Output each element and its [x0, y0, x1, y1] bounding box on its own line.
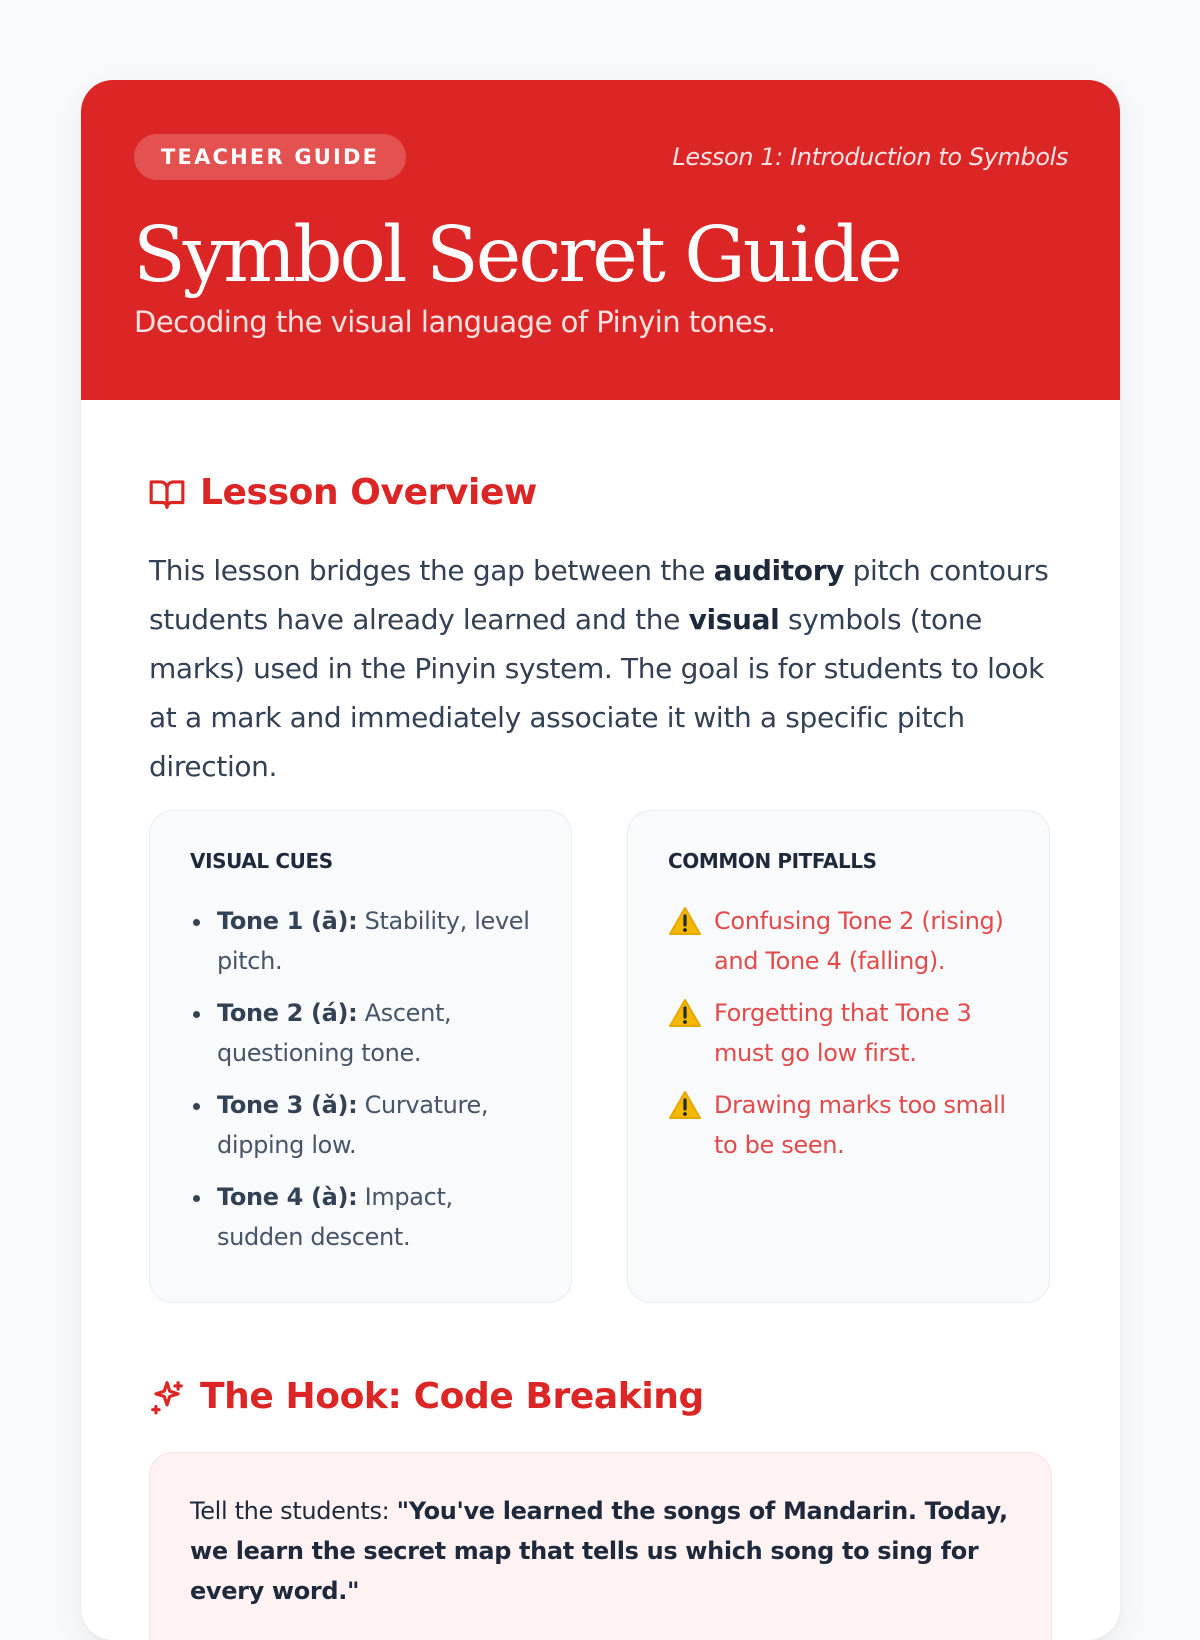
cue-description: Stability, level pitch.: [217, 907, 530, 975]
overview-emphasis-auditory: auditory: [713, 554, 845, 587]
hook-text: [190, 1491, 1010, 1611]
guide-header: [81, 80, 1120, 400]
pitfall-text: Drawing marks too small to be seen.: [714, 1091, 1006, 1159]
lesson-reference: Lesson 1: Introduction to Symbols: [672, 143, 1068, 171]
pitfall-text: Forgetting that Tone 3 must go low first.: [714, 999, 972, 1067]
overview-intro: This lesson bridges the gap between the: [149, 554, 714, 587]
common-pitfalls-title: COMMON PITFALLS: [668, 849, 877, 873]
hook-title: The Hook: Code Breaking: [200, 1376, 704, 1417]
list-item: [668, 993, 1018, 1073]
visual-cues-title: VISUAL CUES: [190, 849, 333, 873]
list-item: [190, 1085, 540, 1165]
cue-label: Tone 2 (á):: [217, 999, 358, 1027]
list-item: [190, 993, 540, 1073]
hook-quote: "You've learned the songs of Mandarin. Today, we learn the secret map that tells us which song to sing for every word.": [190, 1497, 1008, 1605]
cue-description: Curvature, dipping low.: [217, 1091, 489, 1159]
cue-label: Tone 1 (ā):: [217, 907, 358, 935]
page-title: Symbol Secret Guide: [133, 211, 900, 300]
hook-intro: Tell the students:: [190, 1497, 397, 1525]
cue-label: Tone 4 (à):: [217, 1183, 358, 1211]
list-item: [668, 901, 1018, 981]
visual-cues-list: [190, 901, 540, 1269]
warning-icon: [668, 998, 702, 1028]
hook-heading: [148, 1374, 704, 1420]
visual-cues-panel: [149, 810, 572, 1303]
page-subtitle: Decoding the visual language of Pinyin tones.: [134, 305, 776, 339]
teacher-guide-badge: TEACHER GUIDE: [134, 134, 406, 180]
book-icon: [148, 474, 186, 512]
cue-label: Tone 3 (ǎ):: [217, 1091, 358, 1119]
cue-description: Ascent, questioning tone.: [217, 999, 452, 1067]
overview-emphasis-visual: visual: [688, 603, 780, 636]
teacher-guide-card: [81, 80, 1120, 1640]
sparkle-icon: [148, 1378, 186, 1416]
warning-icon: [668, 1090, 702, 1120]
hook-callout: [149, 1452, 1052, 1640]
warning-icon: [668, 906, 702, 936]
list-item: [190, 901, 540, 981]
list-item: [668, 1085, 1018, 1165]
lesson-overview-title: Lesson Overview: [200, 472, 537, 513]
common-pitfalls-panel: [627, 810, 1050, 1303]
cue-description: Impact, sudden descent.: [217, 1183, 453, 1251]
common-pitfalls-list: [668, 901, 1018, 1177]
lesson-overview-heading: [148, 470, 537, 516]
list-item: [190, 1177, 540, 1257]
lesson-overview-text: [149, 546, 1059, 791]
pitfall-text: Confusing Tone 2 (rising) and Tone 4 (falling).: [714, 907, 1004, 975]
overview-middle: pitch contours students have already learned and the: [149, 554, 1049, 636]
overview-end: symbols (tone marks) used in the Pinyin system. The goal is for students to look at a mark and immediately associate it with a specific pitch direction.: [149, 603, 1044, 783]
